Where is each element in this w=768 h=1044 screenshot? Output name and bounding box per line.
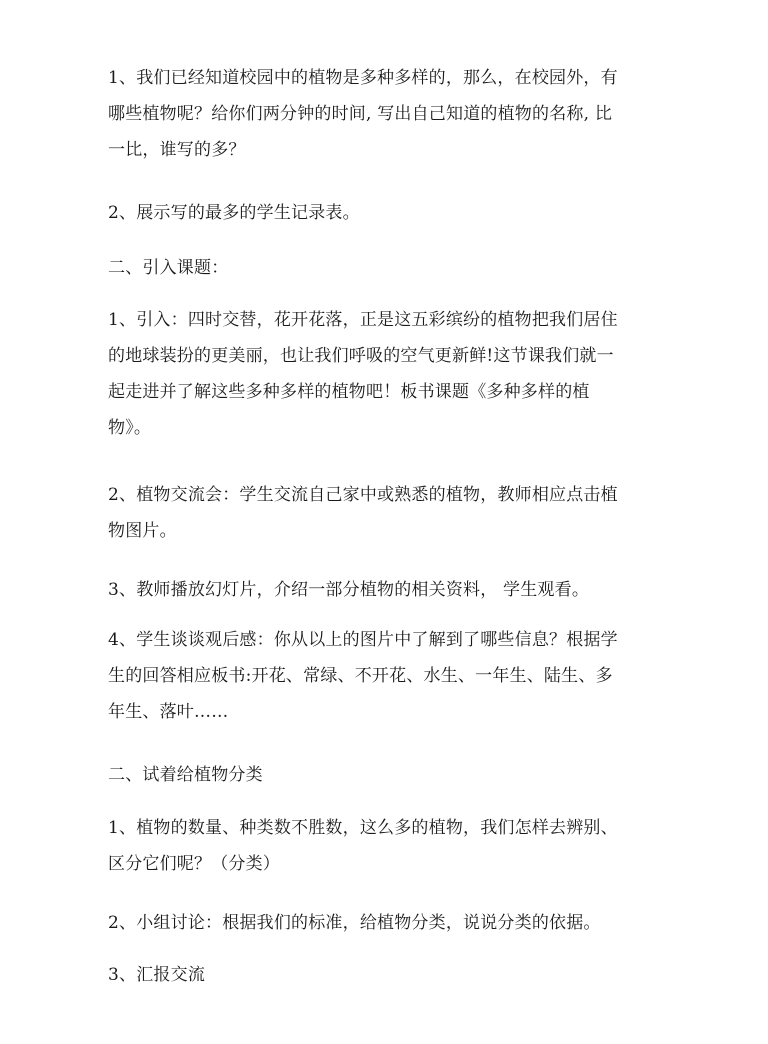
text-line: 2、小组讨论：根据我们的标准，给植物分类，说说分类的依据。 xyxy=(108,913,601,933)
text-line: 一比，谁写的多？ xyxy=(108,140,246,160)
text-line: 1、我们已经知道校园中的植物是多种多样的，那么，在校园外，有 xyxy=(108,68,618,88)
heading-line: 二、试着给植物分类 xyxy=(108,765,263,785)
paragraph-5 xyxy=(108,572,673,608)
text-line: 3、汇报交流 xyxy=(108,965,206,985)
text-line: 2、植物交流会：学生交流自己家中或熟悉的植物，教师相应点击植 xyxy=(108,485,618,505)
text-line: 区分它们呢？（分类） xyxy=(108,854,280,874)
text-line: 2、展示写的最多的学生记录表。 xyxy=(108,203,360,223)
section-heading-2 xyxy=(108,757,673,793)
text-line: 物图片。 xyxy=(108,521,177,541)
text-line: 3、教师播放幻灯片，介绍一部分植物的相关资料， 学生观看。 xyxy=(108,580,590,600)
paragraph-1 xyxy=(108,60,673,168)
paragraph-3 xyxy=(108,302,673,446)
text-line: 起走进并了解这些多种多样的植物吧！板书课题《多种多样的植 xyxy=(108,382,590,402)
section-heading-1 xyxy=(108,250,673,286)
text-line: 生的回答相应板书:开花、常绿、不开花、水生、一年生、陆生、多 xyxy=(108,666,613,686)
text-line: 物》。 xyxy=(108,418,152,438)
text-line: 哪些植物呢？给你们两分钟的时间, 写出自己知道的植物的名称, 比 xyxy=(108,104,613,124)
text-line: 1、引入：四时交替，花开花落，正是这五彩缤纷的植物把我们居住 xyxy=(108,310,618,330)
text-line: 4、学生谈谈观后感：你从以上的图片中了解到了哪些信息？根据学 xyxy=(108,630,618,650)
paragraph-6 xyxy=(108,622,673,730)
text-line: 的地球装扮的更美丽，也让我们呼吸的空气更新鲜!这节课我们就一 xyxy=(108,346,614,366)
text-line: 年生、落叶…… xyxy=(108,702,229,722)
paragraph-2 xyxy=(108,195,673,231)
paragraph-4 xyxy=(108,477,673,549)
paragraph-9 xyxy=(108,957,673,993)
paragraph-8 xyxy=(108,905,673,941)
text-line: 1、植物的数量、种类数不胜数，这么多的植物，我们怎样去辨别、 xyxy=(108,818,618,838)
paragraph-7 xyxy=(108,810,673,882)
heading-line: 二、引入课题： xyxy=(108,258,229,278)
